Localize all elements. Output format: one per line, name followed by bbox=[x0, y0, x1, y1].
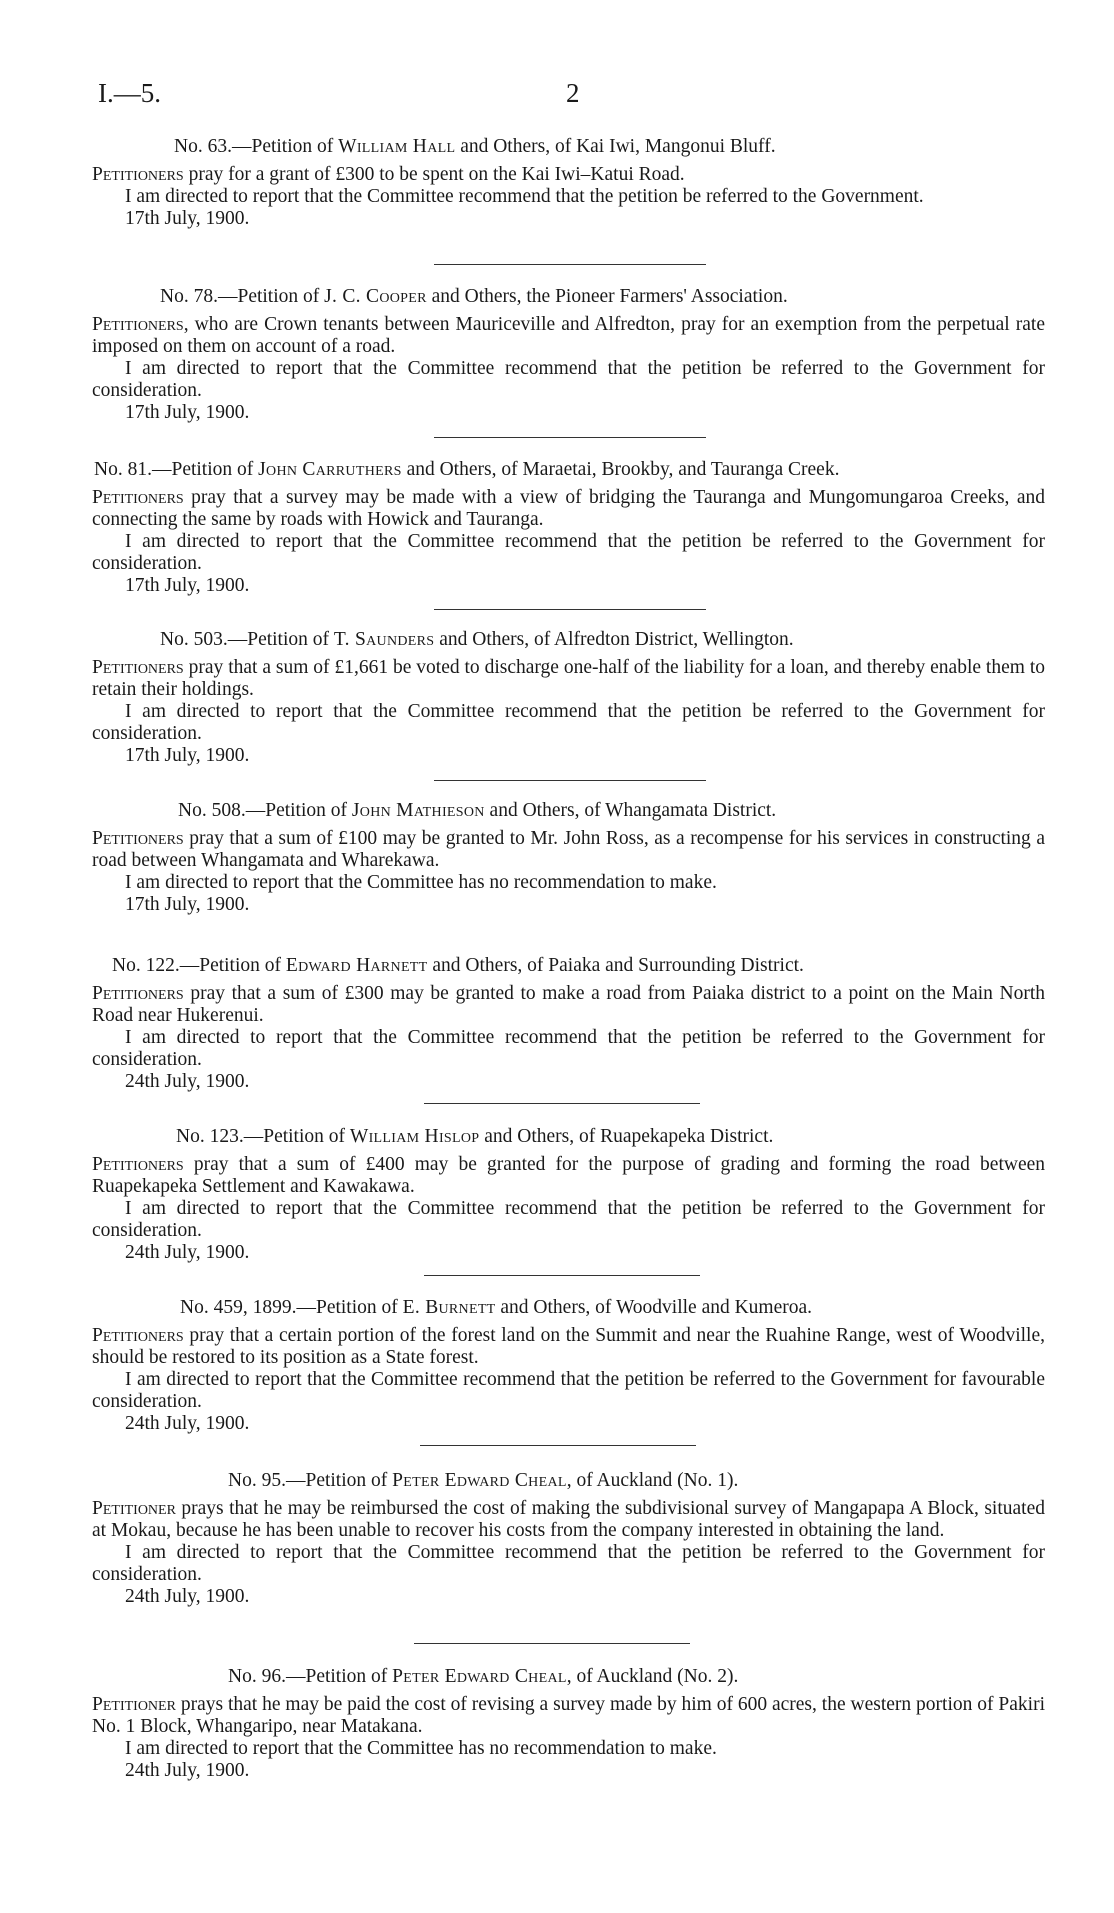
petitioner-name: J. C. Cooper bbox=[324, 286, 427, 307]
petition-prayer: Petitioner prays that he may be reimbursed the cost of making the subdivisional survey of Mangapapa A Block, situated at Mokau, because he has been unable to recover his costs from the company interested in obtaining the land. bbox=[92, 1498, 1045, 1541]
petition-title: No. 81.—Petition of John Carruthers and Others, of Maraetai, Brookby, and Tauranga Creek. bbox=[94, 459, 840, 480]
petition-entry bbox=[92, 800, 1045, 916]
petition-number: No. 63. bbox=[174, 136, 232, 157]
petitioner-name: William Hall bbox=[338, 136, 456, 157]
section-divider bbox=[434, 780, 706, 781]
section-divider bbox=[420, 1445, 696, 1446]
petitioners-word: Petitioners bbox=[92, 657, 184, 678]
petition-number: No. 81. bbox=[94, 459, 152, 480]
committee-report: I am directed to report that the Committee recommend that the petition be referred to the Government for consideration. bbox=[92, 1542, 1045, 1585]
report-date: 17th July, 1900. bbox=[125, 402, 250, 423]
petition-entry bbox=[92, 1126, 1045, 1264]
section-divider bbox=[424, 1103, 700, 1104]
petition-entry bbox=[92, 955, 1045, 1093]
petition-prayer: Petitioners pray that a sum of £1,661 be voted to discharge one-half of the liability for a loan, and thereby enable them to retain their holdings. bbox=[92, 657, 1045, 700]
page-number: 2 bbox=[566, 78, 580, 108]
petition-title: No. 95.—Petition of Peter Edward Cheal, of Auckland (No. 1). bbox=[228, 1470, 739, 1491]
petition-title: No. 63.—Petition of William Hall and Others, of Kai Iwi, Mangonui Bluff. bbox=[174, 136, 776, 157]
petitioner-name: T. Saunders bbox=[333, 629, 435, 650]
committee-report: I am directed to report that the Committee recommend that the petition be referred to the Government for consideration. bbox=[92, 1198, 1045, 1241]
petition-prayer: Petitioners pray that a sum of £400 may be granted for the purpose of grading and forming the road between Ruapekapeka Settlement and Kawakawa. bbox=[92, 1154, 1045, 1197]
section-divider bbox=[434, 609, 706, 610]
petition-prayer: Petitioners pray for a grant of £300 to be spent on the Kai Iwi–Katui Road. bbox=[92, 164, 685, 185]
petition-entry bbox=[92, 1297, 1045, 1435]
report-date: 17th July, 1900. bbox=[125, 894, 250, 915]
committee-report: I am directed to report that the Committee has no recommendation to make. bbox=[125, 872, 717, 893]
petition-title: No. 96.—Petition of Peter Edward Cheal, of Auckland (No. 2). bbox=[228, 1666, 739, 1687]
petitioner-name: Edward Harnett bbox=[285, 955, 428, 976]
petition-title: No. 78.—Petition of J. C. Cooper and Others, the Pioneer Farmers' Association. bbox=[160, 286, 788, 307]
petition-prayer: Petitioners pray that a sum of £100 may be granted to Mr. John Ross, as a recompense for his services in constructing a road between Whangamata and Wharekawa. bbox=[92, 828, 1045, 871]
report-date: 24th July, 1900. bbox=[125, 1242, 250, 1263]
petition-title: No. 122.—Petition of Edward Harnett and Others, of Paiaka and Surrounding District. bbox=[112, 955, 804, 976]
petition-title: No. 503.—Petition of T. Saunders and Others, of Alfredton District, Wellington. bbox=[160, 629, 794, 650]
section-divider bbox=[424, 1275, 700, 1276]
petition-number: No. 122. bbox=[112, 955, 180, 976]
committee-report: I am directed to report that the Committee recommend that the petition be referred to the Government for consideration. bbox=[92, 358, 1045, 401]
petition-number: No. 503. bbox=[160, 629, 228, 650]
petition-prayer: Petitioner prays that he may be paid the cost of revising a survey made by him of 600 acres, the western portion of Pakiri No. 1 Block, Whangaripo, near Matakana. bbox=[92, 1694, 1045, 1737]
section-divider bbox=[414, 1643, 690, 1644]
petitioner-name: William Hislop bbox=[349, 1126, 480, 1147]
petitioner-name: John Carruthers bbox=[258, 459, 402, 480]
petitioners-word: Petitioners bbox=[92, 983, 184, 1004]
report-date: 17th July, 1900. bbox=[125, 745, 250, 766]
petitioners-word: Petitioners bbox=[92, 1325, 184, 1346]
petition-prayer: Petitioners pray that a survey may be made with a view of bridging the Tauranga and Mungomungaroa Creeks, and connecting the same by roads with Howick and Tauranga. bbox=[92, 487, 1045, 530]
petitioner-name: John Mathieson bbox=[351, 800, 485, 821]
committee-report: I am directed to report that the Committee recommend that the petition be referred to the Government for consideration. bbox=[92, 1027, 1045, 1070]
petition-entry bbox=[92, 136, 1045, 230]
petition-entry bbox=[92, 286, 1045, 424]
petitioners-word: Petitioners bbox=[92, 164, 184, 185]
petition-number: No. 96. bbox=[228, 1666, 286, 1687]
committee-report: I am directed to report that the Committee recommend that the petition be referred to the Government for consideration. bbox=[92, 531, 1045, 574]
petition-entry bbox=[92, 1666, 1045, 1782]
petitioners-word: Petitioner bbox=[92, 1694, 176, 1715]
petition-entry bbox=[92, 629, 1045, 767]
petitioner-name: Peter Edward Cheal bbox=[392, 1666, 567, 1687]
report-date: 24th July, 1900. bbox=[125, 1586, 250, 1607]
report-date: 17th July, 1900. bbox=[125, 575, 250, 596]
petition-number: No. 123. bbox=[176, 1126, 244, 1147]
petition-entry bbox=[92, 459, 1045, 597]
committee-report: I am directed to report that the Committee has no recommendation to make. bbox=[125, 1738, 717, 1759]
petition-title: No. 459, 1899.—Petition of E. Burnett and Others, of Woodville and Kumeroa. bbox=[180, 1297, 813, 1318]
report-date: 24th July, 1900. bbox=[125, 1413, 250, 1434]
petition-title: No. 508.—Petition of John Mathieson and Others, of Whangamata District. bbox=[178, 800, 777, 821]
petition-prayer: Petitioners, who are Crown tenants between Mauriceville and Alfredton, pray for an exemption from the perpetual rate imposed on them on account of a road. bbox=[92, 314, 1045, 357]
petitioner-name: Peter Edward Cheal bbox=[392, 1470, 567, 1491]
petitioners-word: Petitioners bbox=[92, 314, 184, 335]
petitioners-word: Petitioners bbox=[92, 828, 184, 849]
section-divider bbox=[434, 437, 706, 438]
petitioner-name: E. Burnett bbox=[402, 1297, 496, 1318]
report-date: 24th July, 1900. bbox=[125, 1760, 250, 1781]
petition-prayer: Petitioners pray that a sum of £300 may be granted to make a road from Paiaka district to a point on the Main North Road near Hukerenui. bbox=[92, 983, 1045, 1026]
petition-entry bbox=[92, 1470, 1045, 1608]
section-divider bbox=[434, 264, 706, 265]
petition-number: No. 459, 1899. bbox=[180, 1297, 297, 1318]
petitioners-word: Petitioners bbox=[92, 1154, 184, 1175]
petition-number: No. 508. bbox=[178, 800, 246, 821]
petition-prayer: Petitioners pray that a certain portion of the forest land on the Summit and near the Ruahine Range, west of Woodville, should be restored to its position as a State forest. bbox=[92, 1325, 1045, 1368]
report-date: 24th July, 1900. bbox=[125, 1071, 250, 1092]
petitioners-word: Petitioners bbox=[92, 487, 184, 508]
committee-report: I am directed to report that the Committee recommend that the petition be referred to the Government for favourable consideration. bbox=[92, 1369, 1045, 1412]
paper-reference: I.—5. bbox=[98, 78, 161, 108]
committee-report: I am directed to report that the Committee recommend that the petition be referred to the Government for consideration. bbox=[92, 701, 1045, 744]
committee-report: I am directed to report that the Committee recommend that the petition be referred to the Government. bbox=[125, 186, 924, 207]
report-date: 17th July, 1900. bbox=[125, 208, 250, 229]
petitioners-word: Petitioner bbox=[92, 1498, 176, 1519]
petition-title: No. 123.—Petition of William Hislop and Others, of Ruapekapeka District. bbox=[176, 1126, 774, 1147]
page-header bbox=[98, 78, 1018, 118]
petition-number: No. 95. bbox=[228, 1470, 286, 1491]
petition-number: No. 78. bbox=[160, 286, 218, 307]
